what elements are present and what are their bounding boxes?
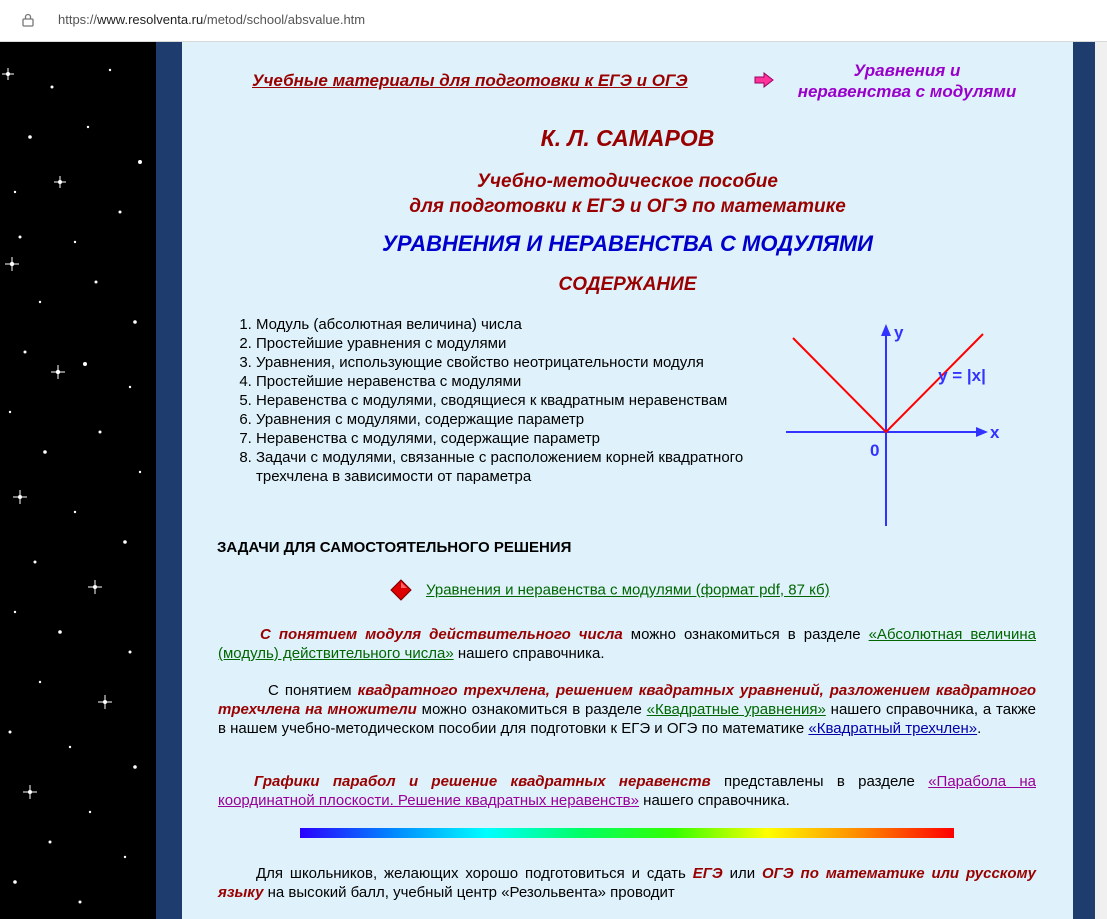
pink-arrow-icon (754, 72, 774, 88)
toc-item[interactable]: 1. Модуль (абсолютная величина) числа (256, 315, 756, 334)
url-text: https://www.resolventa.ru/metod/school/absvalue.htm (58, 12, 366, 27)
para3-tail: нашего справочника. (639, 792, 790, 809)
toc-item[interactable]: 4. Простейшие неравенства с модулями (256, 372, 756, 391)
para2-text: можно ознакомиться в разделе (416, 701, 647, 718)
toc-item[interactable]: 6. Уравнения с модулями, содержащие параметр (256, 410, 756, 429)
toc-item[interactable]: 7. Неравенства с модулями, содержащие параметр (256, 429, 756, 448)
scrollbar[interactable] (1095, 42, 1107, 919)
right-border-band (1073, 42, 1095, 919)
pdf-download-link[interactable]: Уравнения и неравенства с модулями (формат pdf, 87 кб) (426, 581, 830, 599)
rainbow-divider (300, 828, 954, 838)
para2-mid: нашего справочника, а также в нашем учебно-методическом пособии для подготовки к ЕГЭ и ОГЭ по математике (218, 701, 1036, 737)
para4-emphasis-ege: ЕГЭ (692, 865, 723, 882)
y-axis-label: y (894, 323, 904, 342)
toc-item[interactable]: 3. Уравнения, использующие свойство неотрицательности модуля (256, 353, 756, 372)
para1-tail: нашего справочника. (453, 645, 605, 662)
contents-heading: СОДЕРЖАНИЕ (558, 274, 697, 295)
abs-value-graph (776, 318, 1016, 533)
paragraph-abs-value (218, 625, 1036, 663)
toc-item[interactable]: 2. Простейшие уравнения с модулями (256, 334, 756, 353)
starfield-background (0, 42, 156, 919)
para2-tail: . (977, 720, 982, 737)
browser-address-bar (0, 0, 1107, 42)
author-name: К. Л. САМАРОВ (540, 125, 715, 151)
para3-text: представлены в разделе (710, 773, 929, 790)
para1-text: можно ознакомиться в разделе (622, 626, 869, 643)
subtitle-line1: Учебно-методическое пособие (477, 171, 778, 192)
para4-lead: Для школьников, желающих хорошо подготовиться и сдать (256, 865, 693, 882)
para4-emphasis-oge: ОГЭ по математике или русскому языку (218, 865, 1036, 901)
lock-icon (22, 13, 34, 27)
page-title: УРАВНЕНИЯ И НЕРАВЕНСТВА С МОДУЛЯМИ (382, 231, 873, 256)
main-content (182, 42, 1073, 919)
paragraph-quadratic (218, 681, 1036, 738)
table-of-contents (216, 315, 756, 486)
link-quadratic-trinomial[interactable]: «Квадратный трехчлен» (808, 720, 978, 737)
subtitle (182, 169, 1073, 219)
origin-label: 0 (870, 441, 880, 460)
para1-emphasis: С понятием модуля действительного числа (260, 626, 623, 643)
para3-emphasis: Графики парабол и решение квадратных неравенств (254, 773, 711, 790)
nav-link-study-materials[interactable]: Учебные материалы для подготовки к ЕГЭ и ОГЭ (252, 71, 688, 90)
link-quadratic-equations[interactable]: «Квадратные уравнения» (646, 701, 826, 718)
left-border-band (156, 42, 182, 919)
paragraph-school (218, 864, 1036, 902)
link-abs-value-section[interactable]: «Абсолютная величина (модуль) действительного числа» (218, 626, 1036, 662)
red-diamond-icon (390, 579, 412, 601)
subtitle-line2: для подготовки к ЕГЭ и ОГЭ по математике (409, 196, 846, 217)
nav-current-section (772, 60, 1042, 102)
para4-mid: или (722, 865, 762, 882)
y-axis-arrow (881, 324, 891, 336)
tasks-heading: ЗАДАЧИ ДЛЯ САМОСТОЯТЕЛЬНОГО РЕШЕНИЯ (217, 539, 572, 556)
paragraph-parabola (218, 772, 1036, 810)
nav-current-line2: неравенства с модулями (797, 82, 1017, 101)
para2-lead: С понятием (268, 682, 358, 699)
toc-item[interactable]: 8. Задачи с модулями, связанные с расположением корней квадратного трехчлена в зависимости от параметра (256, 448, 756, 486)
pdf-download-row (390, 579, 830, 601)
url-field[interactable] (12, 6, 1094, 34)
toc-item[interactable]: 5. Неравенства с модулями, сводящиеся к квадратным неравенствам (256, 391, 756, 410)
para4-tail: на высокий балл, учебный центр «Резольвента» проводит (263, 884, 675, 901)
nav-current-line1: Уравнения и (853, 61, 961, 80)
link-parabola-section[interactable]: «Парабола на координатной плоскости. Решение квадратных неравенств» (218, 773, 1036, 809)
x-axis-arrow (976, 427, 988, 437)
function-label: y = |x| (938, 366, 986, 385)
para2-emphasis: квадратного трехчлена, решением квадратных уравнений, разложением квадратного трехчлена на множители (218, 682, 1037, 718)
x-axis-label: x (990, 423, 1000, 442)
